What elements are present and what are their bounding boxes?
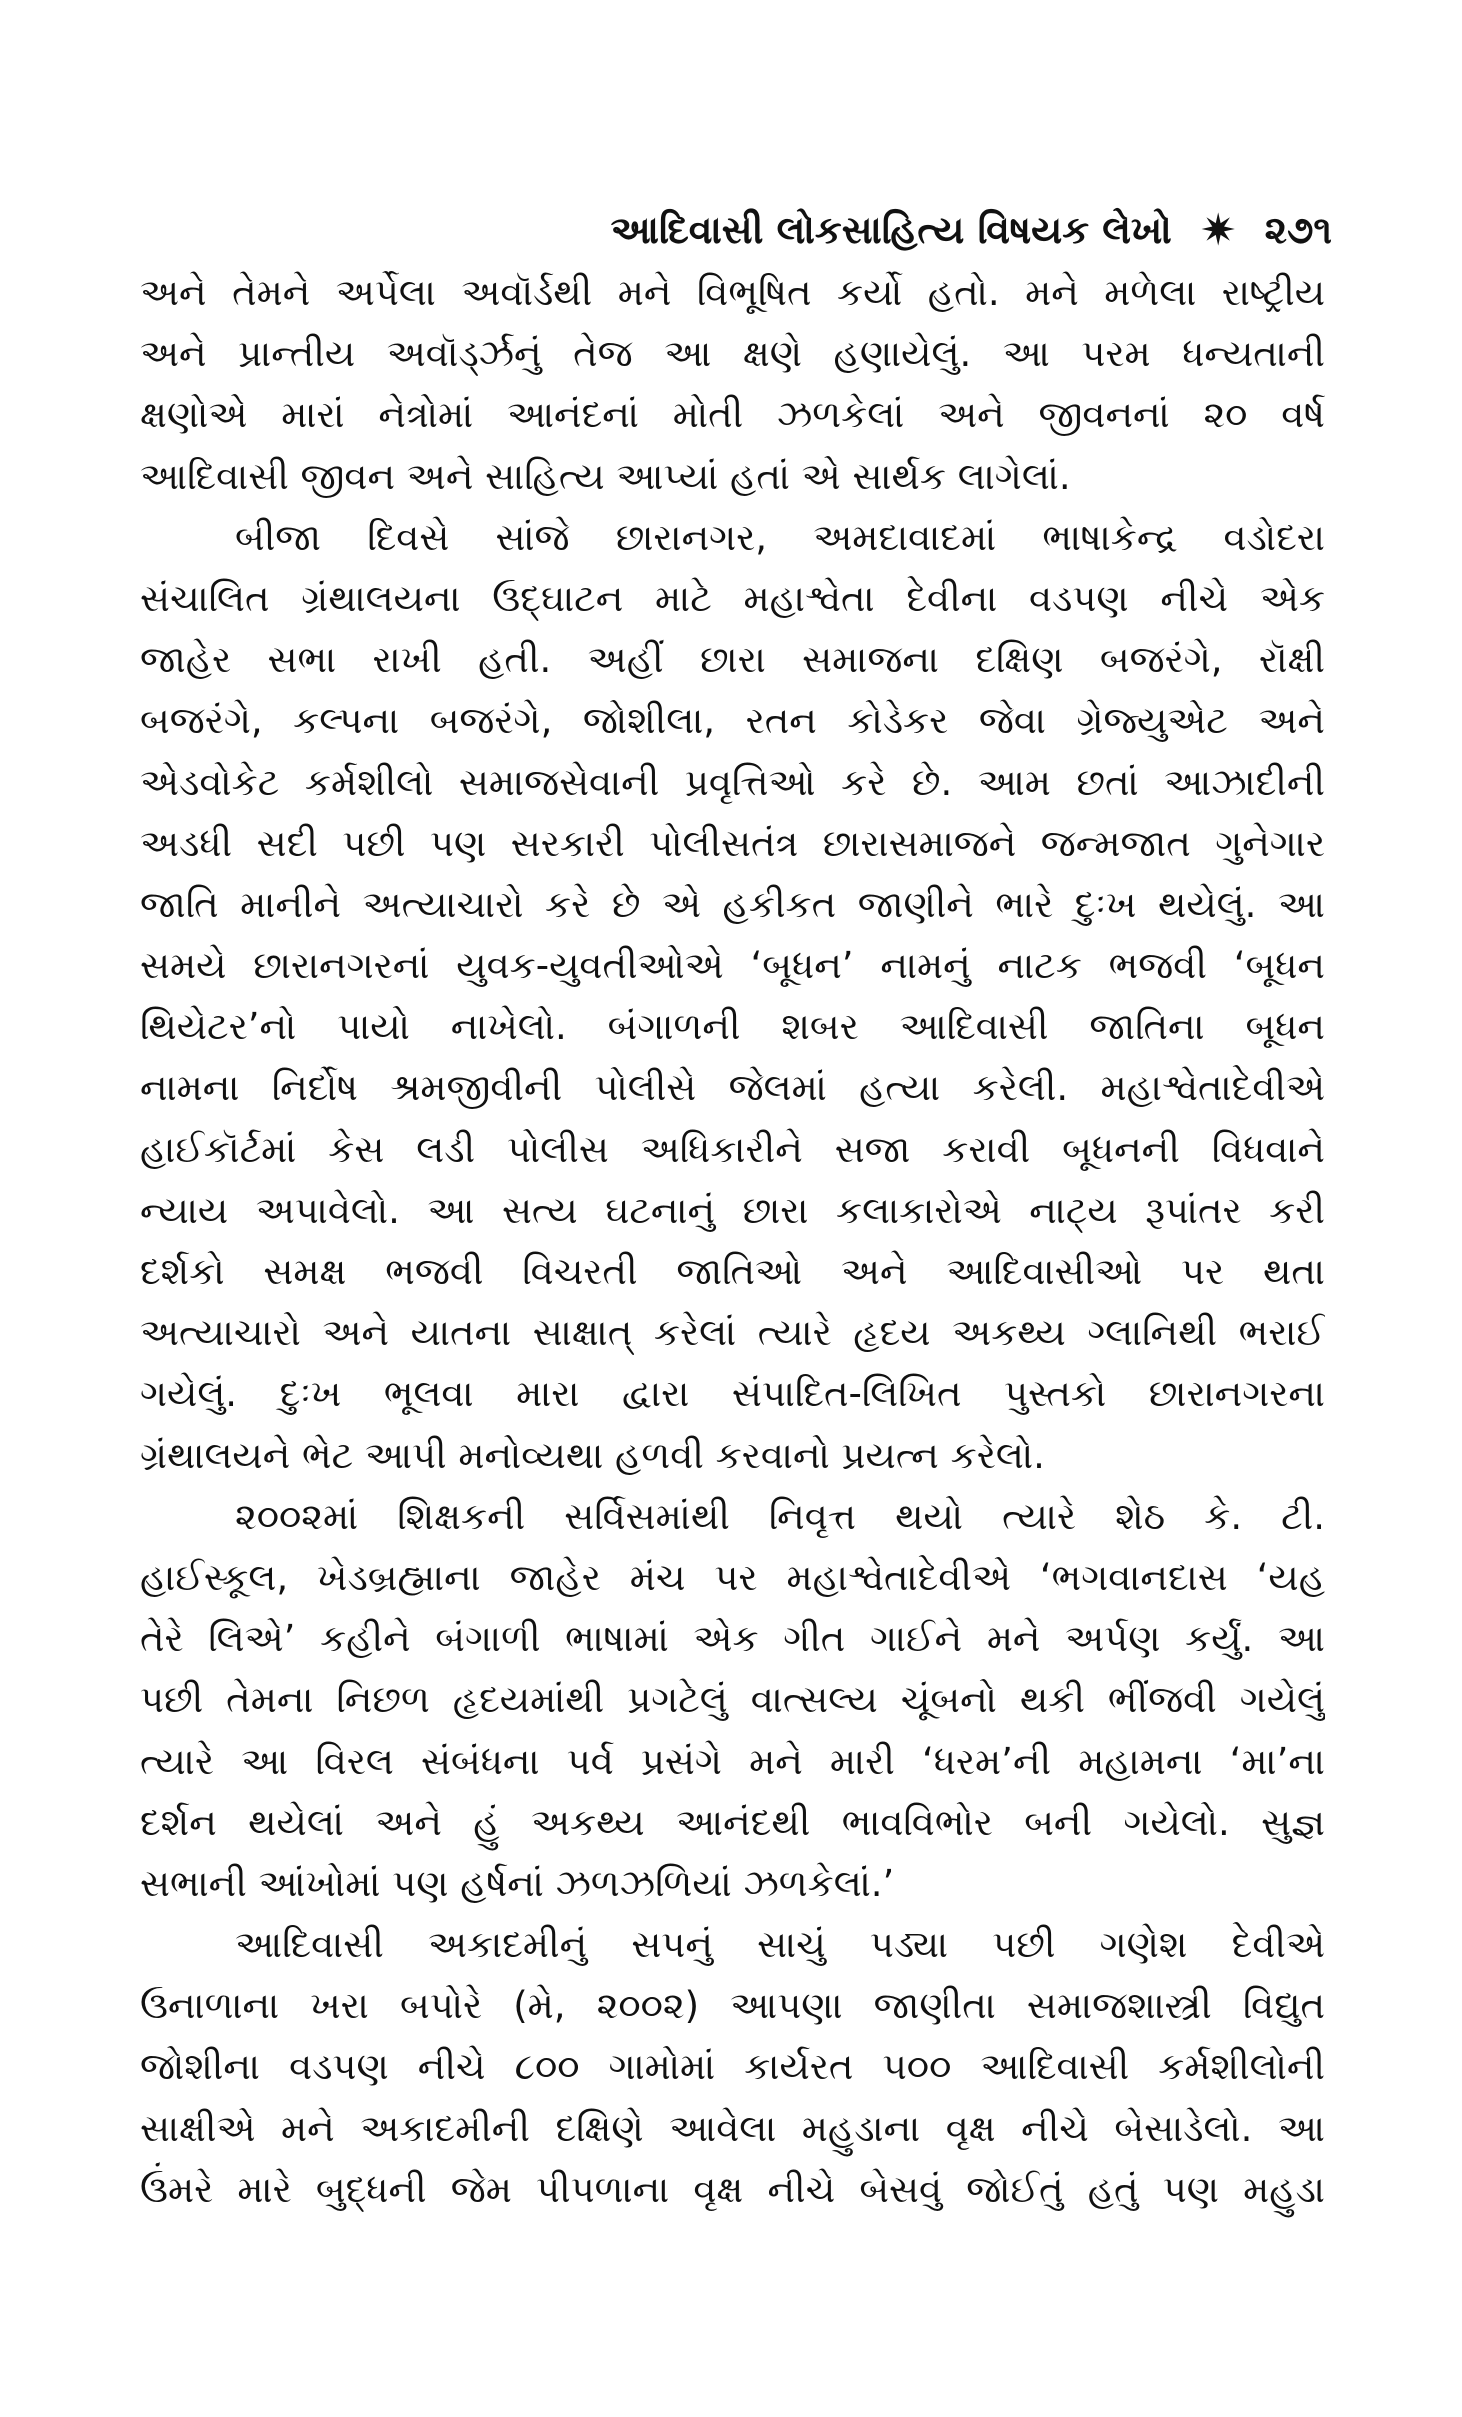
text-line: આદિવાસી અકાદમીનું સપનું સાચું પડ્યા પછી ગણેશ દેવીએ <box>235 1923 1325 1967</box>
text-line: જાતિ માનીને અત્યાચારો કરે છે એ હકીકત જાણીને ભારે દુઃખ થયેલું. આ <box>140 882 1325 926</box>
paragraph-2 <box>140 507 1325 1486</box>
paragraph-4 <box>140 1914 1325 2220</box>
text-line: ઉંમરે મારે બુદ્ધની જેમ પીપળાના વૃક્ષ નીચે બેસવું જોઈતું હતું પણ મહુડા <box>140 2167 1325 2211</box>
text-line: સંચાલિત ગ્રંથાલયના ઉદ્ઘાટન માટે મહાશ્વેતા દેવીના વડપણ નીચે એક <box>140 576 1325 620</box>
text-line: એડવોકેટ કર્મશીલો સમાજસેવાની પ્રવૃત્તિઓ કરે છે. આમ છતાં આઝાદીની <box>140 760 1325 804</box>
text-line: હાઈસ્કૂલ, ખેડબ્રહ્માના જાહેર મંચ પર મહાશ્વેતાદેવીએ ‘ભગવાનદાસ ‘યહ <box>140 1555 1325 1599</box>
text-line: અત્યાચારો અને યાતના સાક્ષાત્ કરેલાં ત્યારે હૃદય અકથ્ય ગ્લાનિથી ભરાઈ <box>140 1311 1325 1355</box>
text-line: બીજા દિવસે સાંજે છારાનગર, અમદાવાદમાં ભાષાકેન્દ્ર વડોદરા <box>235 515 1325 559</box>
paragraph-3 <box>140 1486 1325 1914</box>
body-text <box>140 262 1325 2220</box>
text-line: સમયે છારાનગરનાં યુવક-યુવતીઓએ ‘બૂધન’ નામનું નાટક ભજવી ‘બૂધન <box>140 944 1325 988</box>
text-line: સાક્ષીએ મને અકાદમીની દક્ષિણે આવેલા મહુડાના વૃક્ષ નીચે બેસાડેલો. આ <box>140 2106 1325 2150</box>
text-line: અને પ્રાન્તીય અવૉર્ડ્ઝનું તેજ આ ક્ષણે હણાયેલું. આ પરમ ધન્યતાની <box>140 332 1325 376</box>
text-line: ક્ષણોએ મારાં નેત્રોમાં આનંદનાં મોતી ઝળકેલાં અને જીવનનાં ૨૦ વર્ષ <box>140 393 1325 437</box>
text-line: ન્યાય અપાવેલો. આ સત્ય ઘટનાનું છારા કલાકારોએ નાટ્ય રૂપાંતર કરી <box>140 1188 1325 1232</box>
running-title: આદિવાસી લોકસાહિત્ય વિષયક લેખો <box>610 207 1172 252</box>
paragraph-1 <box>140 262 1325 507</box>
text-line: દર્શન થયેલાં અને હું અકથ્ય આનંદથી ભાવવિભોર બની ગયેલો. સુજ્ઞ <box>140 1800 1325 1844</box>
text-line: તેરે લિએ’ કહીને બંગાળી ભાષામાં એક ગીત ગાઈને મને અર્પણ કર્યું. આ <box>140 1617 1325 1661</box>
text-line: નામના નિર્દોષ શ્રમજીવીની પોલીસે જેલમાં હત્યા કરેલી. મહાશ્વેતાદેવીએ <box>140 1066 1325 1110</box>
text-line: બજરંગે, કલ્પના બજરંગે, જોશીલા, રતન કોડેકર જેવા ગ્રેજ્યુએટ અને <box>140 699 1325 743</box>
text-line: અને તેમને અર્પેલા અવૉર્ડથી મને વિભૂષિત કર્યો હતો. મને મળેલા રાષ્ટ્રીય <box>140 271 1325 314</box>
star-separator-icon: ✷ <box>1199 204 1237 256</box>
text-line: જાહેર સભા રાખી હતી. અહીં છારા સમાજના દક્ષિણ બજરંગે, રૉક્ષી <box>140 638 1325 682</box>
text-line: ત્યારે આ વિરલ સંબંધના પર્વ પ્રસંગે મને મારી ‘ધરમ’ની મહામના ‘મા’ના <box>140 1739 1325 1783</box>
page-number: ૨૭૧ <box>1264 207 1332 252</box>
text-line: થિયેટર’નો પાયો નાખેલો. બંગાળની શબર આદિવાસી જાતિના બૂધન <box>140 1005 1325 1049</box>
text-line: ગ્રંથાલયને ભેટ આપી મનોવ્યથા હળવી કરવાનો પ્રયત્ન કરેલો. <box>140 1433 1045 1477</box>
text-line: ગયેલું. દુઃખ ભૂલવા મારા દ્વારા સંપાદિત-લિખિત પુસ્તકો છારાનગરના <box>140 1372 1325 1416</box>
text-line: હાઈકૉર્ટમાં કેસ લડી પોલીસ અધિકારીને સજા કરાવી બૂધનની વિધવાને <box>140 1127 1325 1171</box>
text-line: આદિવાસી જીવન અને સાહિત્ય આપ્યાં હતાં એ સાર્થક લાગેલાં. <box>140 454 1071 498</box>
text-line: સભાની આંખોમાં પણ હર્ષનાં ઝળઝળિયાં ઝળકેલાં.’ <box>140 1861 895 1905</box>
text-line: ઉનાળાના ખરા બપોરે (મે, ૨૦૦૨) આપણા જાણીતા સમાજશાસ્ત્રી વિદ્યુત <box>140 1984 1325 2028</box>
running-header <box>130 200 1332 260</box>
text-line: દર્શકો સમક્ષ ભજવી વિચરતી જાતિઓ અને આદિવાસીઓ પર થતા <box>140 1250 1325 1293</box>
text-line: અડધી સદી પછી પણ સરકારી પોલીસતંત્ર છારાસમાજને જન્મજાત ગુનેગાર <box>140 821 1325 865</box>
text-line: પછી તેમના નિછળ હૃદયમાંથી પ્રગટેલું વાત્સલ્ય ચૂંબનો થકી ભીંજવી ગયેલું <box>140 1678 1325 1722</box>
text-line: ૨૦૦૨માં શિક્ષકની સર્વિસમાંથી નિવૃત્ત થયો ત્યારે શેઠ કે. ટી. <box>235 1494 1325 1538</box>
text-line: જોશીના વડપણ નીચે ૮૦૦ ગામોમાં કાર્યરત ૫૦૦ આદિવાસી કર્મશીલોની <box>140 2045 1325 2089</box>
